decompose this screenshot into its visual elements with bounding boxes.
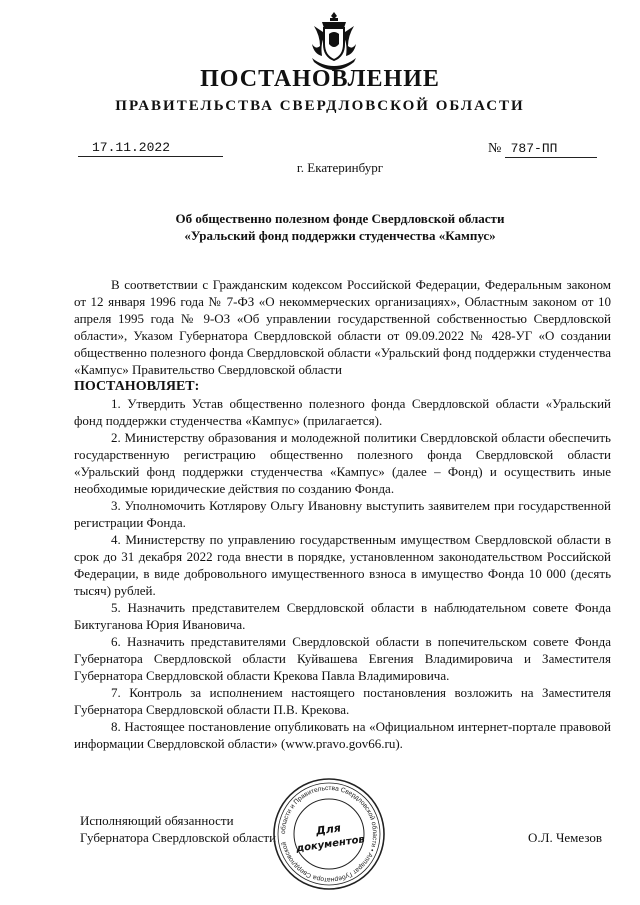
signatory-name: О.Л. Чемезов — [528, 830, 603, 845]
list-item: 2. Министерству образования и молодежной политики Свердловской области обеспечить государственную регистрацию общественно полезного фонда Свердловской области «Уральский фонд поддержки студенчества «Кампус» (далее – Фонд) и осуществить иные необходимые юридические действия по созданию Фонда. — [74, 430, 611, 496]
document-body — [74, 276, 611, 752]
stamp-ring-text: области и Правительства Свердловской области • Аппарат Губернатора Свердловской — [279, 784, 379, 884]
list-item: 4. Министерству по управлению государственным имуществом Свердловской области в срок до 31 декабря 2022 года внести в порядке, установленном законодательством Российской Федерации, в виде добровольного имущественного взноса в имущество Фонда 10 000 (десять тысяч) рублей. — [74, 532, 611, 598]
official-stamp-icon — [271, 776, 387, 892]
document-heading — [90, 210, 590, 244]
document-city: г. Екатеринбург — [296, 160, 384, 175]
list-item: 5. Назначить представителем Свердловской области в наблюдательном совете Фонда Биктуганова Юрия Ивановича. — [74, 600, 611, 632]
stamp-center-line-1: Для — [315, 821, 342, 838]
list-item: 6. Назначить представителями Свердловской области в попечительском совете Фонда Губернатора Свердловской области Куйвашева Евгения Владимировича и Заместителя Губернатора Свердловской области Крекова Павла Владимировича. — [74, 634, 611, 683]
document-subtitle: ПРАВИТЕЛЬСТВА СВЕРДЛОВСКОЙ ОБЛАСТИ — [115, 98, 525, 114]
resolves-heading: ПОСТАНОВЛЯЕТ: — [74, 379, 200, 394]
document-number-value: 787-ПП — [505, 140, 597, 158]
signatory-position-line-1: Исполняющий обязанности — [80, 813, 234, 828]
signatory-position — [80, 812, 276, 846]
heading-line-2: «Уральский фонд поддержки студенчества «Кампус» — [184, 228, 496, 243]
list-item: 1. Утвердить Устав общественно полезного фонда Свердловской области «Уральский фонд поддержки студенчества «Кампус» (прилагается). — [74, 396, 611, 428]
signatory-position-line-2: Губернатора Свердловской области — [80, 830, 277, 845]
list-item: 3. Уполномочить Котлярову Ольгу Ивановну выступить заявителем при государственной регистрации Фонда. — [74, 498, 611, 530]
preamble-paragraph: В соответствии с Гражданским кодексом Российской Федерации, Федеральным законом от 12 января 1996 года № 7-ФЗ «О некоммерческих организациях», Областным законом от 10 апреля 1995 года № 9-ОЗ «Об управлении государственной собственностью Свердловской области», Указом Губернатора Свердловской области от 09.09.2022 № 428-УГ «О создании общественно полезного фонда Свердловской области «Уральский фонд поддержки студенчества «Кампус» Правительство Свердловской области — [74, 277, 611, 377]
document-title: ПОСТАНОВЛЕНИЕ — [200, 66, 440, 92]
heading-line-1: Об общественно полезном фонде Свердловской области — [175, 211, 505, 226]
coat-of-arms-icon — [302, 8, 366, 72]
document-number — [488, 139, 612, 158]
number-sign: № — [488, 141, 502, 156]
stamp-center-line-2: документов — [295, 834, 366, 855]
document-date: 17.11.2022 — [78, 139, 223, 157]
list-item: 8. Настоящее постановление опубликовать на «Официальном интернет-портале правовой информации Свердловской области» (www.pravo.gov66.ru). — [74, 719, 611, 751]
list-item: 7. Контроль за исполнением настоящего постановления возложить на Заместителя Губернатора Свердловской области П.В. Крекова. — [74, 685, 611, 717]
